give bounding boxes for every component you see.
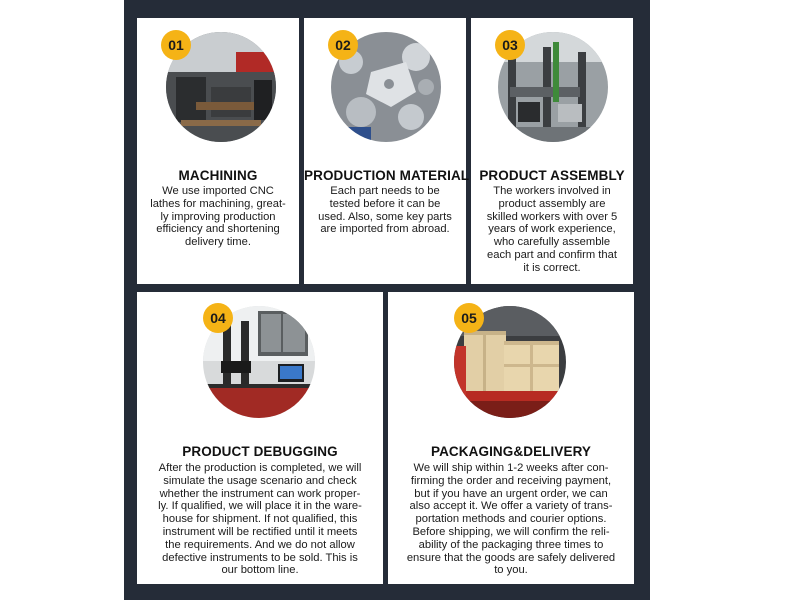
description-line: whether the instrument can work proper- [159,487,361,500]
card-title: PACKAGING&DELIVERY [430,444,592,459]
description-line: it is correct. [523,261,581,274]
card-packaging-delivery [388,292,634,584]
description-line: who carefully assemble [493,236,611,249]
card-title: PRODUCT ASSEMBLY [479,168,625,183]
description-line: We use imported CNC [162,185,274,197]
step-badge: 03 [495,30,525,60]
description-line: years of work experience, [488,223,616,236]
step-badge: 04 [203,303,233,333]
description-line: house for shipment. If not qualified, this [162,513,358,526]
description-line: efficiency and shortening [156,223,280,236]
description-line: Before shipping, we will confirm the reli- [412,525,610,538]
description-line: product assembly are [498,197,606,210]
description-line: simulate the usage scenario and check [163,474,357,487]
description-line: used. Also, some key parts [318,210,452,223]
description-line: but if you have an urgent order, we can [414,487,608,500]
card-machining [137,18,299,284]
description-line: ensure that the goods are safely delivered [406,551,616,564]
description-line: are imported from abroad. [320,223,450,236]
step-badge: 02 [328,30,358,60]
card-title: PRODUCTION MATERIAL [304,168,470,183]
description-line: lathes for machining, great- [150,197,286,210]
description-line: tested before it can be [329,197,441,210]
description-line: Each part needs to be [330,185,440,197]
description-line: skilled workers with over 5 [486,210,618,223]
description-line: our bottom line. [221,564,299,577]
card-production-material [304,18,470,284]
description-line: We will ship within 1-2 weeks after con- [413,462,609,474]
description-line: defective instruments to be sold. This is [162,551,358,564]
description-line: instrument will be rectified until it meets [162,525,358,538]
card-product-assembly [471,18,633,284]
step-badge: 01 [161,30,191,60]
step-badge: 05 [454,303,484,333]
description-line: to you. [494,564,528,577]
card-description [388,462,634,577]
description-line: portation methods and courier options. [415,513,607,526]
description-line: each part and confirm that [487,248,617,261]
card-title: MACHINING [178,168,258,183]
card-description [304,185,466,236]
description-line: ability of the packaging three times to [418,538,604,551]
description-line: the requirements. And we do not allow [165,538,355,551]
description-line: After the production is completed, we will [158,462,362,474]
description-line: firming the order and receiving payment, [410,474,612,487]
description-line: also accept it. We offer a variety of trans- [409,500,613,513]
background-panel [124,0,650,600]
card-product-debugging [137,292,383,584]
card-description [137,462,383,577]
description-line: delivery time. [185,236,251,249]
description-line: The workers involved in [493,185,611,197]
description-line: ly. If qualified, we will place it in the ware- [158,500,362,513]
card-description [471,185,633,275]
card-description [137,185,299,249]
card-title: PRODUCT DEBUGGING [182,444,338,459]
description-line: ly improving production [160,210,276,223]
